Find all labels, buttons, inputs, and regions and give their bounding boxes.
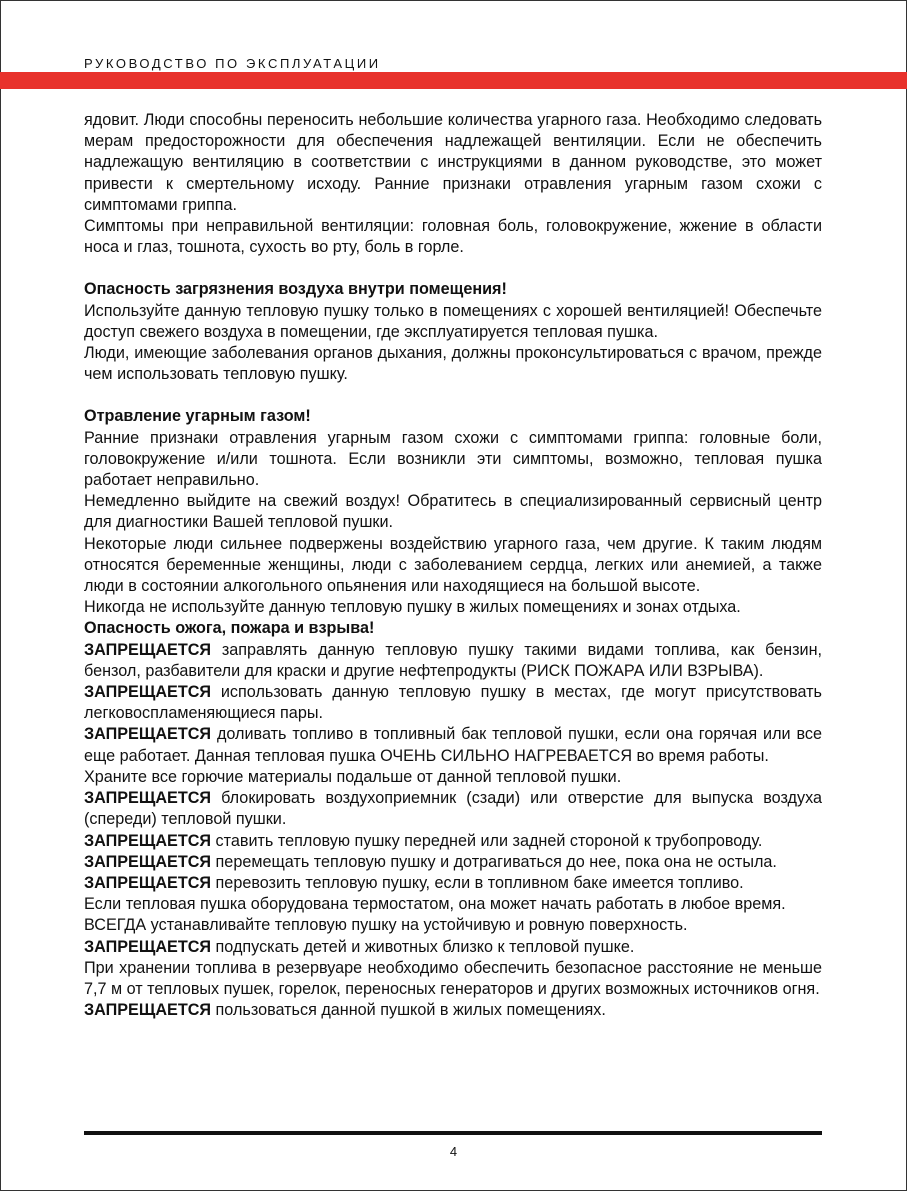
warning-paragraph: ЗАПРЕЩАЕТСЯ использовать данную тепловую пушку в местах, где могут присутствовать легковоспламеняющиеся пары. (84, 683, 822, 723)
prohibited-label: ЗАПРЕЩАЕТСЯ (84, 683, 212, 702)
page-number: 4 (449, 1144, 458, 1159)
prohibited-label: ЗАПРЕЩАЕТСЯ (84, 852, 212, 871)
prohibited-label: ЗАПРЕЩАЕТСЯ (84, 1001, 212, 1020)
paragraph: Симптомы при неправильной вентиляции: головная боль, головокружение, жжение в области носа и глаз, тошнота, сухость во рту, боль в горле. (84, 217, 822, 257)
warning-paragraph: ЗАПРЕЩАЕТСЯ пользоваться данной пушкой в жилых помещениях. (84, 1001, 606, 1020)
warning-paragraph: ЗАПРЕЩАЕТСЯ заправлять данную тепловую пушку такими видами топлива, как бензин, бензол, разбавители для краски и другие нефтепродукты (РИСК ПОЖАРА ИЛИ ВЗРЫВА). (84, 640, 822, 680)
paragraph: Ранние признаки отравления угарным газом схожи с симптомами гриппа: головные боли, головокружение и/или тошнота. Если возникли эти симптомы, возможно, тепловая пушка работает неправильно. (84, 428, 822, 490)
paragraph: Храните все горючие материалы подальше от данной тепловой пушки. (84, 767, 622, 786)
document-header-title: РУКОВОДСТВО ПО ЭКСПЛУАТАЦИИ (84, 56, 381, 71)
prohibited-label: ЗАПРЕЩАЕТСЯ (84, 640, 212, 659)
prohibited-label: ЗАПРЕЩАЕТСЯ (84, 725, 212, 744)
paragraph: Некоторые люди сильнее подвержены воздействию угарного газа, чем другие. К таким людям относятся беременные женщины, люди с заболеванием сердца, легких или анемией, а также люди в состоянии алкогольного опьянения или находящиеся на большой высоте. (84, 534, 822, 596)
warning-paragraph: ЗАПРЕЩАЕТСЯ ставить тепловую пушку передней или задней стороной к трубопроводу. (84, 831, 763, 850)
paragraph: Никогда не используйте данную тепловую пушку в жилых помещениях и зонах отдыха. (84, 598, 741, 617)
prohibited-label: ЗАПРЕЩАЕТСЯ (84, 831, 212, 850)
paragraph: ядовит. Люди способны переносить небольшие количества угарного газа. Необходимо следовать мерам предосторожности для обеспечения надлежащей вентиляции. Если не обеспечить надлежащую вентиляцию в соответствии с инструкциями в данном руководстве, это может привести к смертельному исходу. Ранние признаки отравления угарным газом схожи с симптомами гриппа. (84, 111, 822, 214)
section-heading: Отравление угарным газом! (84, 407, 311, 426)
paragraph: Если тепловая пушка оборудована термостатом, она может начать работать в любое время. (84, 895, 786, 914)
header-accent-bar (0, 72, 907, 89)
paragraph: Немедленно выйдите на свежий воздух! Обратитесь в специализированный сервисный центр для диагностики Вашей тепловой пушки. (84, 492, 822, 532)
prohibited-label: ЗАПРЕЩАЕТСЯ (84, 937, 212, 956)
warning-paragraph: ЗАПРЕЩАЕТСЯ доливать топливо в топливный бак тепловой пушки, если она горячая или все еще работает. Данная тепловая пушка ОЧЕНЬ СИЛЬНО НАГРЕВАЕТСЯ во время работы. (84, 725, 822, 765)
footer-rule (84, 1131, 822, 1135)
prohibited-label: ЗАПРЕЩАЕТСЯ (84, 873, 212, 892)
paragraph: ВСЕГДА устанавливайте тепловую пушку на устойчивую и ровную поверхность. (84, 916, 688, 935)
paragraph: Люди, имеющие заболевания органов дыхания, должны проконсультироваться с врачом, прежде чем использовать тепловую пушку. (84, 344, 822, 384)
warning-paragraph: ЗАПРЕЩАЕТСЯ подпускать детей и животных близко к тепловой пушке. (84, 937, 635, 956)
section-heading: Опасность ожога, пожара и взрыва! (84, 619, 375, 638)
prohibited-label: ЗАПРЕЩАЕТСЯ (84, 789, 212, 808)
document-body (84, 110, 822, 1021)
warning-paragraph: ЗАПРЕЩАЕТСЯ перемещать тепловую пушку и дотрагиваться до нее, пока она не остыла. (84, 852, 777, 871)
paragraph: При хранении топлива в резервуаре необходимо обеспечить безопасное расстояние не меньше 7,7 м от тепловых пушек, горелок, переносных генераторов и других возможных источников огня. (84, 958, 822, 998)
warning-paragraph: ЗАПРЕЩАЕТСЯ блокировать воздухоприемник (сзади) или отверстие для выпуска воздуха (спереди) тепловой пушки. (84, 789, 822, 829)
warning-paragraph: ЗАПРЕЩАЕТСЯ перевозить тепловую пушку, если в топливном баке имеется топливо. (84, 873, 744, 892)
section-heading: Опасность загрязнения воздуха внутри помещения! (84, 280, 507, 299)
paragraph: Используйте данную тепловую пушку только в помещениях с хорошей вентиляцией! Обеспечьте доступ свежего воздуха в помещении, где эксплуатируется тепловая пушка. (84, 301, 822, 341)
